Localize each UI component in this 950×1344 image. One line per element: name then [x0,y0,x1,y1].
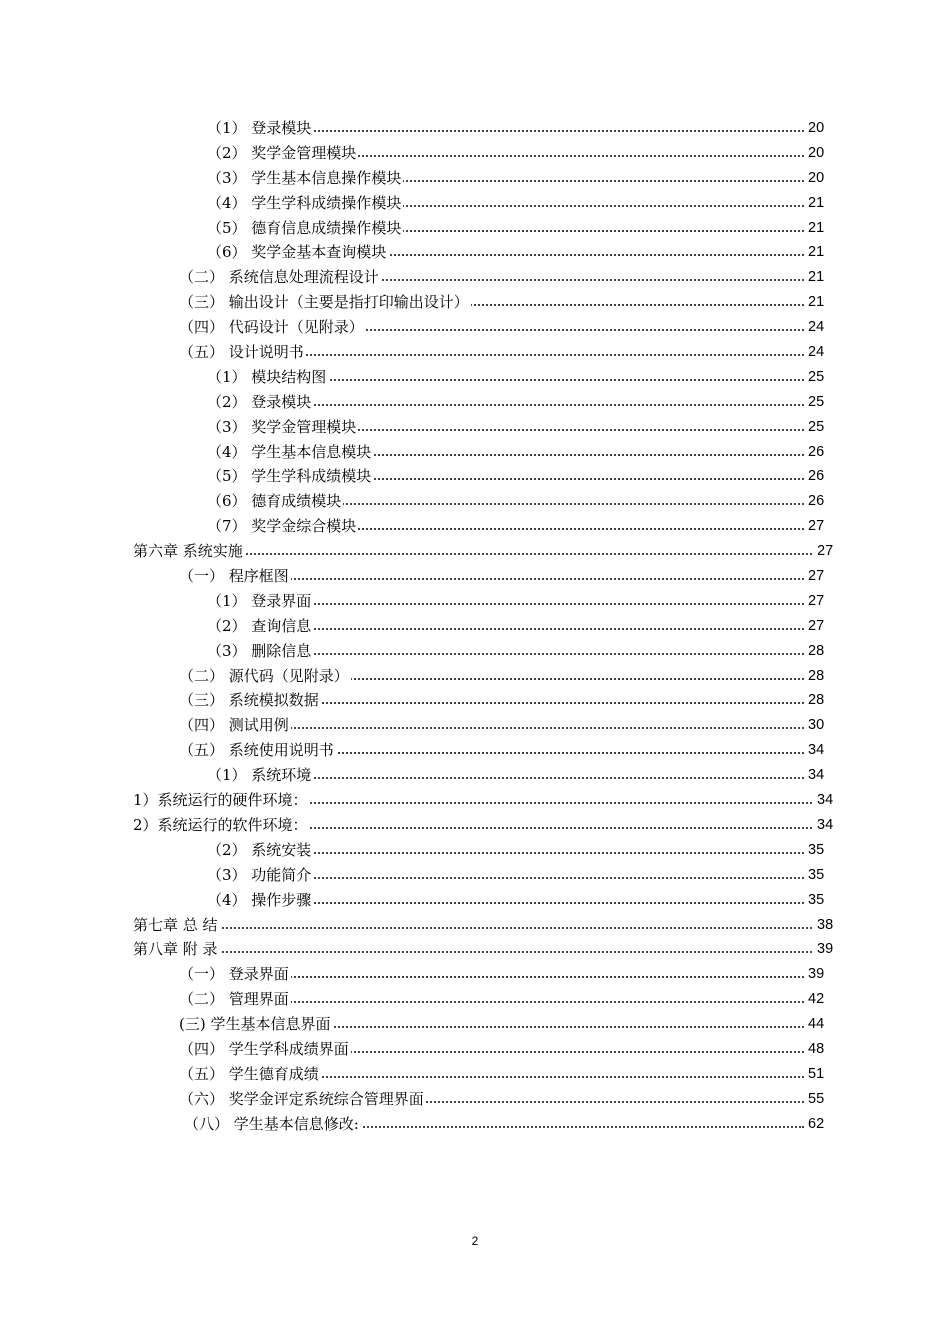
toc-entry-label: （二） 系统信息处理流程设计 [179,265,381,290]
toc-entry[interactable] [0,440,950,465]
toc-entry[interactable] [0,987,950,1012]
toc-entry-label: (三) 学生基本信息界面 [179,1012,332,1037]
toc-entry[interactable] [0,738,950,763]
toc-entry-page: 28 [806,664,824,689]
toc-entry-label: （二） 源代码（见附录） [179,664,351,689]
toc-entry[interactable] [0,514,950,539]
toc-entry[interactable] [0,390,950,415]
table-of-contents [0,116,950,1137]
toc-entry[interactable] [0,962,950,987]
toc-entry[interactable] [0,564,950,589]
toc-entry-label: 第八章 附 录 [133,937,220,962]
toc-entry-label: （6） 奖学金基本查询模块 [207,240,388,265]
toc-entry-page: 55 [806,1087,824,1112]
toc-entry-page: 21 [806,191,824,216]
toc-entry[interactable] [0,315,950,340]
toc-entry-page: 35 [806,863,824,888]
toc-entry-label: （1） 登录模块 [207,116,313,141]
toc-entry-label: 1）系统运行的硬件环境： [133,788,310,813]
toc-entry-label: 第六章 系统实施 [133,539,245,564]
toc-entry[interactable] [0,166,950,191]
toc-entry[interactable] [0,763,950,788]
toc-entry-label: 第七章 总 结 [133,913,220,938]
toc-entry-label: （6） 德育成绩模块 [207,489,343,514]
toc-entry[interactable] [0,688,950,713]
toc-entry[interactable] [0,614,950,639]
toc-entry[interactable] [0,788,950,813]
toc-entry-label: （3） 功能简介 [207,863,313,888]
toc-entry-label: （2） 登录模块 [207,390,313,415]
toc-entry[interactable] [0,265,950,290]
toc-entry-label: （四） 代码设计（见附录） [179,315,366,340]
toc-entry-page: 51 [806,1062,824,1087]
toc-leader-dots [133,927,812,929]
toc-entry[interactable] [0,1087,950,1112]
toc-entry[interactable] [0,863,950,888]
toc-entry-label: （五） 设计说明书 [179,340,306,365]
toc-entry[interactable] [0,116,950,141]
toc-entry[interactable] [0,340,950,365]
toc-entry-label: （一） 登录界面 [179,962,291,987]
toc-entry[interactable] [0,539,950,564]
toc-entry-page: 21 [806,240,824,265]
toc-entry[interactable] [0,141,950,166]
toc-entry-label: （二） 管理界面 [179,987,291,1012]
toc-entry-label: （2） 奖学金管理模块 [207,141,358,166]
toc-entry-label: （一） 程序框图 [179,564,291,589]
toc-entry-page: 34 [815,813,833,838]
toc-entry-page: 21 [806,216,824,241]
toc-entry-label: （3） 学生基本信息操作模块 [207,166,403,191]
toc-entry-label: （2） 系统安装 [207,838,313,863]
toc-entry-page: 62 [806,1112,824,1137]
toc-entry[interactable] [0,1112,950,1137]
toc-entry-page: 20 [806,141,824,166]
toc-entry-page: 26 [806,464,824,489]
toc-entry-label: （5） 学生学科成绩模块 [207,464,373,489]
toc-entry-page: 28 [806,688,824,713]
toc-entry-page: 21 [806,290,824,315]
toc-entry[interactable] [0,838,950,863]
toc-entry[interactable] [0,1037,950,1062]
toc-entry[interactable] [0,415,950,440]
toc-entry-page: 35 [806,838,824,863]
toc-entry-page: 28 [806,639,824,664]
toc-entry-page: 25 [806,365,824,390]
toc-entry-label: （八） 学生基本信息修改: [184,1112,361,1137]
toc-entry[interactable] [0,589,950,614]
toc-entry-page: 39 [806,962,824,987]
toc-entry-page: 42 [806,987,824,1012]
toc-entry[interactable] [0,216,950,241]
toc-entry-page: 27 [806,589,824,614]
toc-entry-page: 24 [806,340,824,365]
toc-entry-label: （五） 学生德育成绩 [179,1062,321,1087]
toc-entry-page: 27 [815,539,833,564]
toc-entry-page: 25 [806,390,824,415]
toc-entry-label: （1） 系统环境 [207,763,313,788]
toc-entry-page: 27 [806,514,824,539]
toc-entry[interactable] [0,664,950,689]
toc-entry-label: （2） 查询信息 [207,614,313,639]
toc-entry-label: （三） 系统模拟数据 [179,688,321,713]
toc-entry-label: （四） 学生学科成绩界面 [179,1037,351,1062]
toc-entry-label: （四） 测试用例 [179,713,291,738]
toc-entry-label: （六） 奖学金评定系统综合管理界面 [179,1087,426,1112]
toc-entry-label: （4） 操作步骤 [207,888,313,913]
toc-entry[interactable] [0,1012,950,1037]
toc-entry[interactable] [0,937,950,962]
toc-entry-page: 24 [806,315,824,340]
toc-entry[interactable] [0,290,950,315]
toc-entry-page: 20 [806,166,824,191]
toc-entry-label: （五） 系统使用说明书 [179,738,336,763]
toc-entry-page: 34 [815,788,833,813]
toc-entry[interactable] [0,240,950,265]
toc-entry-page: 20 [806,116,824,141]
toc-entry-label: （3） 删除信息 [207,639,313,664]
toc-entry-page: 48 [806,1037,824,1062]
toc-entry[interactable] [0,489,950,514]
toc-entry-label: 2）系统运行的软件环境： [133,813,310,838]
toc-entry-page: 39 [815,937,833,962]
toc-entry-page: 21 [806,265,824,290]
toc-entry-page: 25 [806,415,824,440]
toc-entry-page: 38 [815,913,833,938]
toc-entry-label: （4） 学生基本信息模块 [207,440,373,465]
toc-entry[interactable] [0,365,950,390]
toc-entry[interactable] [0,713,950,738]
toc-entry-page: 26 [806,440,824,465]
toc-entry[interactable] [0,913,950,938]
toc-entry[interactable] [0,191,950,216]
toc-entry-page: 35 [806,888,824,913]
toc-entry-page: 30 [806,713,824,738]
page-number: 2 [471,1234,479,1248]
toc-entry-label: （5） 德育信息成绩操作模块 [207,216,403,241]
toc-entry-label: （3） 奖学金管理模块 [207,415,358,440]
toc-entry[interactable] [0,813,950,838]
toc-entry[interactable] [0,639,950,664]
toc-entry-label: （4） 学生学科成绩操作模块 [207,191,403,216]
toc-leader-dots [133,951,812,953]
toc-entry[interactable] [0,888,950,913]
toc-entry-page: 34 [806,738,824,763]
toc-entry-page: 27 [806,564,824,589]
toc-entry[interactable] [0,1062,950,1087]
toc-entry-label: （7） 奖学金综合模块 [207,514,358,539]
toc-entry-page: 44 [806,1012,824,1037]
toc-entry-label: （1） 模块结构图 [207,365,328,390]
toc-entry-label: （三） 输出设计（主要是指打印输出设计） [179,290,471,315]
toc-entry-page: 27 [806,614,824,639]
toc-entry-page: 34 [806,763,824,788]
toc-entry[interactable] [0,464,950,489]
toc-entry-label: （1） 登录界面 [207,589,313,614]
toc-entry-page: 26 [806,489,824,514]
